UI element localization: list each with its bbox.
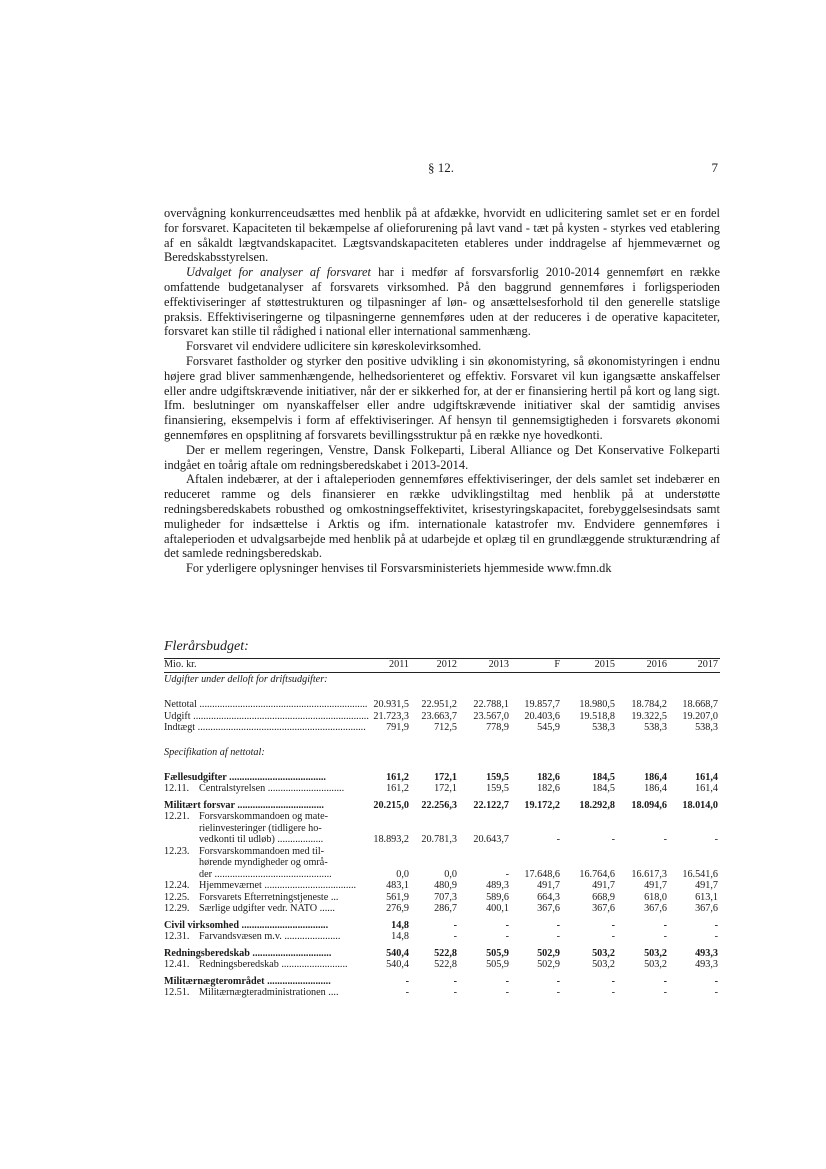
row-code: 12.31.: [164, 931, 190, 942]
table-row: [164, 880, 720, 892]
table-cell: -: [556, 987, 560, 998]
table-cell: -: [663, 834, 667, 845]
table-row: [164, 987, 720, 999]
table-cell: 23.567,0: [473, 710, 509, 722]
table-cell: -: [505, 931, 509, 942]
paragraph-text: overvågning konkurrenceudsættes med henblik på at afdække, hvorvidt en udlicitering samlet set er en fordel for forsvaret. Kapaciteten til bekæmpelse af olieforurening på lavt vand - tæt på kysten - styrkes ved etablering af en såkaldt lægtvandskapacitet. Lægtsvandskapaciteten etableres under inddragelse af hjemmeværnet og Beredskabsstyrelsen.: [164, 206, 720, 265]
table-cell: 19.172,2: [524, 799, 560, 811]
table-cell: -: [556, 834, 560, 845]
table-cell: 664,3: [537, 891, 560, 903]
table-row: [164, 976, 720, 988]
table-cell: 286,7: [434, 903, 457, 914]
paragraph: [164, 206, 720, 265]
group-label: Civil virksomhed ..................................: [164, 919, 329, 931]
table-cell: 14,8: [391, 919, 409, 931]
table-cell: 161,2: [386, 771, 409, 783]
table-row: [164, 857, 720, 869]
table-cell: -: [714, 987, 718, 998]
row-code: 12.21.: [164, 811, 190, 822]
table-cell: 707,3: [434, 891, 457, 903]
table-cell: 20.643,7: [473, 834, 509, 845]
paragraph: [164, 339, 720, 354]
table-cell: 540,4: [386, 959, 409, 970]
table-cell: 18.668,7: [682, 699, 718, 710]
row-code: 12.24.: [164, 880, 190, 891]
group-label: Militært forsvar ..................................: [164, 799, 324, 811]
section-label: Udgifter under delloft for driftsudgifter:: [164, 674, 328, 685]
table-cell: 503,2: [592, 959, 615, 970]
table-cell: 172,1: [434, 783, 457, 794]
page-number: 7: [711, 160, 718, 175]
table-cell: 184,5: [592, 783, 615, 794]
table-cell: -: [505, 919, 509, 931]
table-cell: 16.617,3: [631, 868, 667, 880]
table-cell: 791,9: [386, 722, 409, 733]
table-cell: 538,3: [695, 722, 718, 733]
table-cell: 22.788,1: [473, 699, 509, 710]
paragraph: [164, 354, 720, 443]
paragraph-text: Aftalen indebærer, at der i aftaleperioden gennemføres effektiviseringer, der dels samlet set indebærer en reduceret ramme og dels finansierer en række udviklingstiltag med henblik på at understøtte redningsberedskabets robusthed og omkostningseffektivitet, krisestyringskapacitet, forebyggelsesindsats samt muligheder for indsættelse i Arktis og ifm. internationale katastrofer mv. Endvidere gennemføres i aftaleperioden et udvalgsarbejde med henblik på at udarbejde et oplæg til en grundlæggende strukturændring af det samlede redningsberedskab.: [164, 472, 720, 561]
section-label: Specifikation af nettotal:: [164, 746, 265, 758]
row-label: vedkonti til udløb) ..................: [199, 834, 324, 845]
row-label: Militærnægteradministrationen ....: [199, 987, 339, 998]
paragraph: [164, 472, 720, 561]
table-cell: 483,1: [386, 880, 409, 891]
table-cell: 613,1: [695, 891, 718, 903]
table-cell: 18.893,2: [373, 834, 409, 845]
table-cell: 561,9: [386, 891, 409, 903]
table-cell: -: [663, 987, 667, 998]
body-text: [164, 206, 720, 576]
table-row: [164, 783, 720, 795]
table-row: [164, 823, 720, 835]
table-cell: 23.663,7: [421, 710, 457, 722]
table-cell: 538,3: [592, 722, 615, 733]
row-label: rielinvesteringer (tidligere ho-: [199, 822, 322, 834]
table-cell: 503,2: [592, 947, 615, 959]
row-code: 12.29.: [164, 903, 190, 914]
table-cell: -: [405, 987, 409, 998]
row-label: Nettotal ..................................................................: [164, 699, 368, 710]
table-cell: -: [611, 987, 615, 998]
row-label: Hjemmeværnet ....................................: [199, 880, 357, 891]
group-label: Militærnægterområdet .........................: [164, 975, 331, 987]
table-cell: 538,3: [644, 722, 667, 733]
table-cell: -: [611, 975, 615, 987]
table-cell: -: [556, 931, 560, 942]
table-cell: 502,9: [537, 947, 560, 959]
table-cell: 400,1: [486, 903, 509, 914]
table-row: [164, 722, 720, 734]
row-code: 12.11.: [164, 783, 190, 794]
table-cell: 668,9: [592, 891, 615, 903]
table-cell: -: [505, 975, 509, 987]
table-cell: 172,1: [434, 771, 457, 783]
row-label: Redningsberedskab ..........................: [199, 959, 348, 970]
table-spacer: [164, 734, 720, 747]
table-cell: -: [714, 834, 718, 845]
column-header: 2015: [594, 659, 615, 670]
paragraph-text: har i medfør af forsvarsforlig 2010-2014 gennemført en række omfattende budgetanalyser af forsvarets virksomhed. På den baggrund gennemføres i forligsperioden effektiviseringer af støttestrukturen og tilpasninger af løn- og ansættelsesforhold til den generelle statslige praksis. Effektiviseringerne og tilpasningerne gennemføres uden at der reduceres i de operative kapaciteter, forsvaret kan stille til rådighed i national eller international sammenhæng.: [164, 265, 720, 339]
row-label: Særlige udgifter vedr. NATO ......: [199, 903, 335, 914]
table-cell: 19.322,5: [631, 710, 667, 722]
column-header: F: [554, 659, 560, 670]
table-cell: 0,0: [444, 868, 457, 880]
table-cell: 14,8: [391, 931, 409, 942]
row-label: Forsvarets Efterretningstjeneste ...: [199, 891, 339, 903]
column-header: 2017: [697, 659, 718, 670]
table-title: Flerårsbudget:: [164, 639, 249, 654]
row-code: 12.51.: [164, 987, 190, 998]
table-cell: -: [453, 931, 457, 942]
row-code: 12.23.: [164, 845, 190, 857]
table-row: [164, 674, 720, 687]
table-cell: 18.094,6: [631, 799, 667, 811]
row-label: Centralstyrelsen ..............................: [199, 783, 345, 794]
table-cell: 159,5: [486, 771, 509, 783]
table-cell: 505,9: [486, 959, 509, 970]
table-cell: 367,6: [644, 903, 667, 914]
paragraph-text: For yderligere oplysninger henvises til Forsvarsministeriets hjemmeside www.fmn.dk: [186, 561, 612, 576]
table-cell: 712,5: [434, 722, 457, 733]
table-cell: 184,5: [592, 771, 615, 783]
table-cell: -: [663, 919, 667, 931]
table-cell: -: [405, 975, 409, 987]
table-cell: 16.541,6: [682, 868, 718, 880]
table-cell: 493,3: [695, 947, 718, 959]
table-cell: 182,6: [537, 771, 560, 783]
table-cell: 182,6: [537, 783, 560, 794]
table-row: [164, 747, 720, 760]
table-cell: 367,6: [695, 903, 718, 914]
table-cell: 503,2: [644, 947, 667, 959]
multi-year-budget-table: [164, 656, 720, 999]
table-cell: 16.764,6: [579, 868, 615, 880]
table-cell: 545,9: [537, 722, 560, 733]
table-cell: 19.518,8: [579, 710, 615, 722]
table-cell: -: [611, 834, 615, 845]
table-row: [164, 959, 720, 971]
table-cell: 18.292,8: [579, 799, 615, 811]
paragraph-text: Forsvaret fastholder og styrker den positive udvikling i sin økonomistyring, så økonomistyringen i endnu højere grad bliver sammenhængende, helhedsorienteret og effektiv. Forsvaret vil kun igangsætte anskaffelser eller andre udgiftskrævende initiativer, når der er sikkerhed for, at der er finansiering hertil på kort og lang sigt. Ifm. beslutninger om nyanskaffelser eller andre udgiftskrævende initiativer skal der samtidig anvises finansiering, eksempelvis i form af effektiviseringer. Af hensyn til gennemsigtigheden i forsvarets økonomi gennemføres en opsplitning af forsvarets bevillingsstruktur på en række nye hovedkonti.: [164, 353, 720, 442]
table-cell: -: [453, 987, 457, 998]
row-code: 12.41.: [164, 959, 190, 970]
table-cell: 589,6: [486, 891, 509, 903]
table-cell: 276,9: [386, 903, 409, 914]
table-cell: 505,9: [486, 947, 509, 959]
table-cell: 502,9: [537, 959, 560, 970]
table-cell: 491,7: [695, 880, 718, 891]
table-cell: -: [714, 931, 718, 942]
table-cell: -: [505, 987, 509, 998]
row-label: Forsvarskommandoen med til-: [199, 845, 325, 857]
table-cell: 161,2: [386, 783, 409, 794]
group-label: Redningsberedskab ...............................: [164, 947, 332, 959]
table-row: [164, 834, 720, 846]
table-row: [164, 948, 720, 960]
row-label: hørende myndigheder og områ-: [199, 857, 328, 868]
table-row: [164, 800, 720, 812]
table-row: [164, 772, 720, 784]
table-row: [164, 711, 720, 723]
table-row: [164, 869, 720, 881]
table-cell: 491,7: [644, 880, 667, 891]
table-cell: 20.215,0: [373, 799, 409, 811]
paragraph: [164, 561, 720, 576]
table-cell: 22.122,7: [473, 799, 509, 811]
table-row: [164, 920, 720, 932]
table-cell: 20.403,6: [524, 710, 560, 722]
group-label: Fællesudgifter ......................................: [164, 771, 326, 783]
table-cell: 20.781,3: [421, 834, 457, 845]
column-header: 2016: [646, 659, 667, 670]
column-header: 2011: [389, 659, 409, 670]
table-cell: -: [611, 919, 615, 931]
table-cell: 522,8: [434, 959, 457, 970]
table-cell: -: [453, 919, 457, 931]
table-cell: 540,4: [386, 947, 409, 959]
table-spacer: [164, 687, 720, 699]
table-cell: -: [505, 868, 509, 880]
table-cell: 0,0: [396, 868, 409, 880]
paragraph-text: Der er mellem regeringen, Venstre, Dansk Folkeparti, Liberal Alliance og Det Konservative Folkeparti indgået en toårig aftale om redningsberedskabet i 2013-2014.: [164, 442, 720, 472]
table-spacer: [164, 760, 720, 772]
table-cell: 491,7: [537, 880, 560, 891]
paragraph: [164, 443, 720, 473]
paragraph-text: Forsvaret vil endvidere udlicitere sin køreskolevirksomhed.: [186, 339, 482, 354]
table-cell: 161,4: [695, 783, 718, 794]
row-label: Indtægt ..................................................................: [164, 722, 366, 733]
table-cell: 18.980,5: [579, 699, 615, 710]
column-header: 2013: [488, 659, 509, 670]
table-cell: 491,7: [592, 880, 615, 891]
row-code: 12.25.: [164, 891, 190, 903]
table-cell: 20.931,5: [373, 699, 409, 710]
paragraph-lead: Udvalget for analyser af forsvaret: [186, 265, 371, 280]
table-cell: 522,8: [434, 947, 457, 959]
table-cell: 159,5: [486, 783, 509, 794]
table-cell: -: [556, 975, 560, 987]
table-unit: Mio. kr.: [164, 659, 197, 670]
table-row: [164, 656, 720, 672]
table-row: [164, 846, 720, 858]
column-header: 2012: [436, 659, 457, 670]
table-cell: -: [663, 975, 667, 987]
table-row: [164, 811, 720, 823]
table-cell: 618,0: [644, 891, 667, 903]
table-cell: 22.256,3: [421, 799, 457, 811]
row-label: Farvandsvæsen m.v. ......................: [199, 931, 341, 942]
table-cell: 367,6: [537, 903, 560, 914]
table-cell: 480,9: [434, 880, 457, 891]
section-number: § 12.: [428, 160, 454, 175]
table-cell: -: [714, 919, 718, 931]
table-row: [164, 931, 720, 943]
paragraph: [164, 265, 720, 339]
table-cell: 17.648,6: [524, 868, 560, 880]
table-cell: 18.784,2: [631, 699, 667, 710]
table-cell: -: [611, 931, 615, 942]
table-cell: -: [556, 919, 560, 931]
table-cell: -: [663, 931, 667, 942]
table-cell: 186,4: [644, 771, 667, 783]
table-cell: -: [714, 975, 718, 987]
table-row: [164, 903, 720, 915]
table-cell: 18.014,0: [682, 799, 718, 811]
table-row: [164, 699, 720, 711]
row-label: der ..............................................: [199, 868, 332, 880]
table-cell: 21.723,3: [373, 710, 409, 722]
row-label: Udgift .....................................................................: [164, 710, 369, 722]
page-header: [164, 160, 718, 178]
table-cell: 161,4: [695, 771, 718, 783]
table-cell: 493,3: [695, 959, 718, 970]
table-cell: 367,6: [592, 903, 615, 914]
table-cell: -: [453, 975, 457, 987]
table-cell: 489,3: [486, 880, 509, 891]
row-label: Forsvarskommandoen og mate-: [199, 811, 329, 822]
table-cell: 186,4: [644, 783, 667, 794]
table-cell: 503,2: [644, 959, 667, 970]
table-cell: 19.207,0: [682, 710, 718, 722]
table-cell: 19.857,7: [524, 699, 560, 710]
table-cell: 778,9: [486, 722, 509, 733]
table-row: [164, 892, 720, 904]
table-cell: 22.951,2: [421, 699, 457, 710]
